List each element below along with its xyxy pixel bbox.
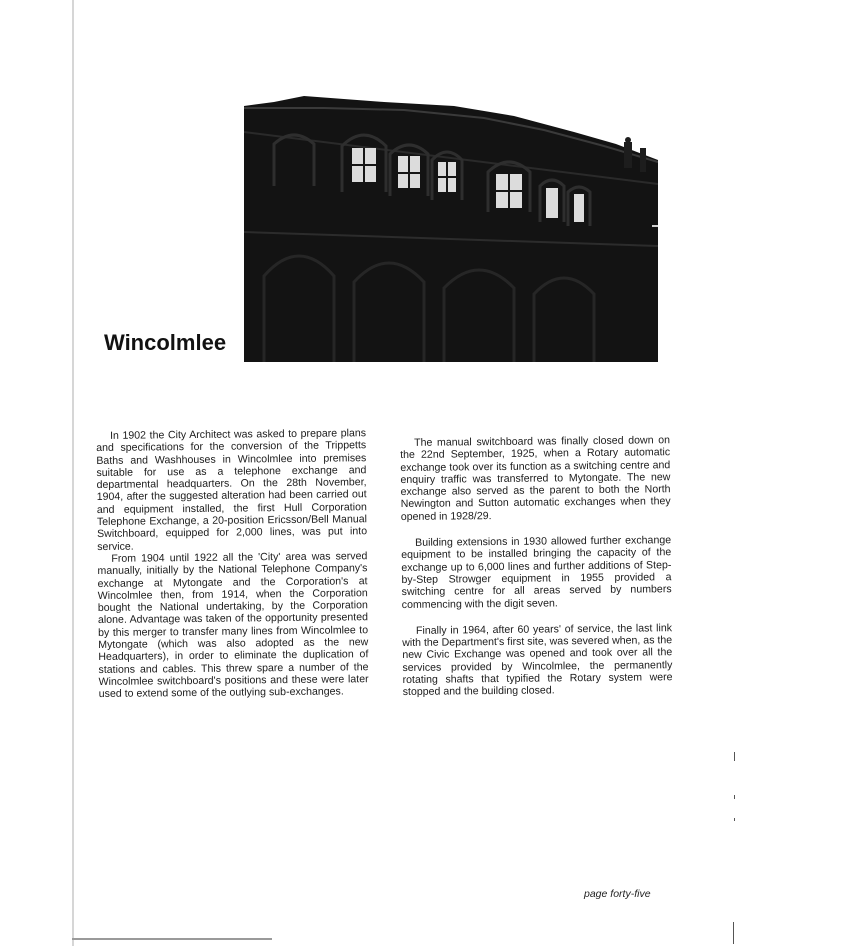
margin-mark xyxy=(734,795,735,799)
page-number: page forty-five xyxy=(584,888,651,900)
bottom-rule xyxy=(72,938,272,940)
paragraph: In 1902 the City Architect was asked to prepare plans and specifications for the conversion of the Trippetts Baths and Washhouses in Wincolmlee into premises suitable for use as a telephone exchange and departmental headquarters. On the 28th November, 1904, after the suggested alteration had been carried out and equipment installed, the first Hull Corporation Telephone Exchange, a 20-position Ericsson/Bell Manual Switchboard, equipped for 2,000 lines, was put into service. xyxy=(96,427,368,553)
margin-mark xyxy=(733,922,734,944)
paragraph: The manual switchboard was finally closed down on the 22nd September, 1925, when a Rotary automatic exchange took over its function as a switching centre and enquiry traffic was transferred to Mytongate. The new exchange also served as the parent to both the North Newington and Sutton automatic exchanges when they opened in 1928/29. xyxy=(400,434,671,523)
building-photo xyxy=(244,96,658,362)
margin-mark xyxy=(734,818,735,821)
building-photo-image xyxy=(244,96,658,362)
scan-edge xyxy=(72,0,74,946)
left-column xyxy=(96,427,369,700)
right-column xyxy=(400,434,673,698)
paragraph: Finally in 1964, after 60 years' of service, the last link with the Department's first site, was severed when, as the new Civic Exchange was opened and took over all the services provided by Wincolmlee, the permanently rotating shafts that typified the Rotary system were stopped and the building closed. xyxy=(402,622,673,699)
margin-mark xyxy=(734,752,735,761)
paragraph: Building extensions in 1930 allowed further exchange equipment to be installed bringing the capacity of the exchange up to 6,000 lines and further additions of Step-by-Step Strowger equipment in 1955 provided a switching centre for all areas served by numbers commencing with the digit seven. xyxy=(401,534,672,611)
page-title: Wincolmlee xyxy=(104,330,227,355)
paragraph: From 1904 until 1922 all the 'City' area was served manually, initially by the National Telephone Company's exchange at Mytongate and the Corporation's at Wincolmlee then, from 1914, when the Corporation bought the National undertaking, by the Corporation alone. Advantage was taken of the opportunity presented by this merger to transfer many lines from Wincolmlee to Mytongate (which was also adopted as the new Headquarters), in order to eliminate the duplication of stations and cables. This threw spare a number of the Wincolmlee switchboard's positions and these were later used to extend some of the outlying sub-exchanges. xyxy=(97,550,369,701)
